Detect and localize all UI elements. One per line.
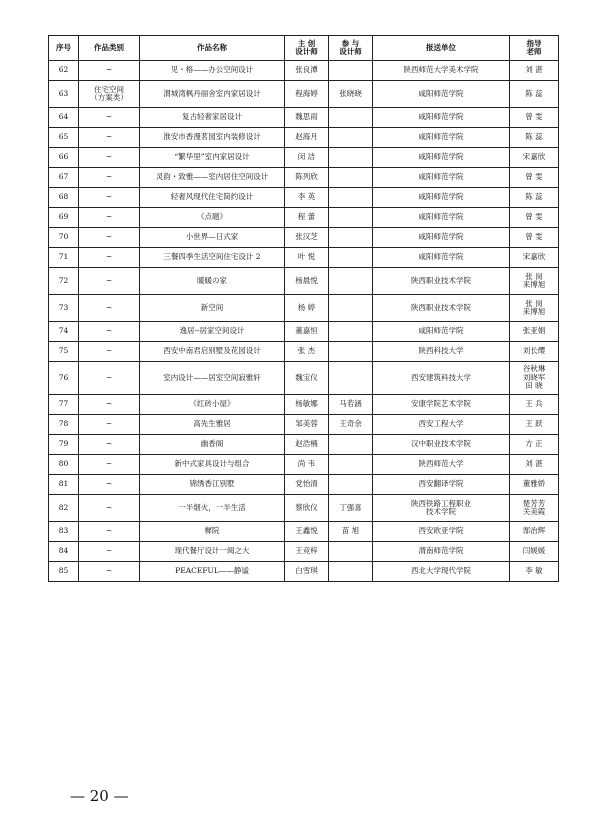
table-row xyxy=(49,542,559,562)
table-row xyxy=(49,362,559,395)
cell-no: 80 xyxy=(49,455,79,475)
cell-participant-designer xyxy=(329,362,373,395)
cell-category: ~ xyxy=(79,228,140,248)
cell-participant-designer xyxy=(329,208,373,228)
cell-advisor: 曾 雯 xyxy=(510,108,559,128)
cell-lead-designer: 张良潭 xyxy=(285,61,329,81)
table-row xyxy=(49,108,559,128)
cell-unit: 咸阳师范学院 xyxy=(373,168,510,188)
cell-no: 70 xyxy=(49,228,79,248)
cell-unit: 陕西职业技术学院 xyxy=(373,268,510,295)
cell-participant-designer xyxy=(329,455,373,475)
table-row xyxy=(49,128,559,148)
cell-lead-designer: 魏宝仪 xyxy=(285,362,329,395)
cell-title: 复古轻奢家居设计 xyxy=(140,108,285,128)
cell-unit: 陕西铁路工程职业 技术学院 xyxy=(373,495,510,522)
cell-title: 见・格——办公空间设计 xyxy=(140,61,285,81)
cell-lead-designer: 叶 悦 xyxy=(285,248,329,268)
cell-no: 81 xyxy=(49,475,79,495)
cell-category: ~ xyxy=(79,475,140,495)
cell-title: 淮安市香漫茗园室内装修设计 xyxy=(140,128,285,148)
cell-participant-designer xyxy=(329,128,373,148)
cell-participant-designer xyxy=(329,248,373,268)
cell-category: ~ xyxy=(79,295,140,322)
table-row xyxy=(49,415,559,435)
cell-unit: 西安欧亚学院 xyxy=(373,522,510,542)
cell-unit: 咸阳师范学院 xyxy=(373,188,510,208)
cell-no: 73 xyxy=(49,295,79,322)
cell-unit: 西安工程大学 xyxy=(373,415,510,435)
header-category: 作品类别 xyxy=(79,36,140,61)
cell-advisor: 王 跃 xyxy=(510,415,559,435)
cell-advisor: 刘 湛 xyxy=(510,61,559,81)
cell-advisor: 刘长缨 xyxy=(510,342,559,362)
cell-lead-designer: 赵海月 xyxy=(285,128,329,148)
cell-no: 64 xyxy=(49,108,79,128)
cell-category: 住宅空间 （方案类） xyxy=(79,81,140,108)
header-unit: 报送单位 xyxy=(373,36,510,61)
cell-category: ~ xyxy=(79,522,140,542)
cell-no: 79 xyxy=(49,435,79,455)
table-row xyxy=(49,268,559,295)
cell-title: 锦绣香江别墅 xyxy=(140,475,285,495)
table-row xyxy=(49,435,559,455)
table-row xyxy=(49,522,559,542)
cell-title: “繁华里”室内家居设计 xyxy=(140,148,285,168)
page-number: — 20 — xyxy=(70,787,129,805)
cell-no: 76 xyxy=(49,362,79,395)
table-row xyxy=(49,495,559,522)
cell-unit: 西安建筑科技大学 xyxy=(373,362,510,395)
cell-category: ~ xyxy=(79,248,140,268)
cell-participant-designer xyxy=(329,188,373,208)
cell-category: ~ xyxy=(79,268,140,295)
header-title: 作品名称 xyxy=(140,36,285,61)
table-row xyxy=(49,188,559,208)
cell-title: 灵韵・致雅——室内居住空间设计 xyxy=(140,168,285,188)
cell-category: ~ xyxy=(79,188,140,208)
cell-title: 新中式家具设计与组合 xyxy=(140,455,285,475)
cell-lead-designer: 党怡清 xyxy=(285,475,329,495)
cell-title: 逸居--居家空间设计 xyxy=(140,322,285,342)
cell-no: 78 xyxy=(49,415,79,435)
cell-title: 幽香阁 xyxy=(140,435,285,455)
cell-advisor: 曾 雯 xyxy=(510,168,559,188)
cell-advisor: 张亚娟 xyxy=(510,322,559,342)
header-row xyxy=(49,36,559,61)
cell-advisor: 郜治辉 xyxy=(510,522,559,542)
cell-advisor: 宋嘉欣 xyxy=(510,148,559,168)
cell-participant-designer: 苗 旭 xyxy=(329,522,373,542)
header-no: 序号 xyxy=(49,36,79,61)
cell-title: 《红砖小屋》 xyxy=(140,395,285,415)
cell-advisor: 张 岗 来博旭 xyxy=(510,268,559,295)
cell-unit: 渭南师范学院 xyxy=(373,542,510,562)
cell-category: ~ xyxy=(79,342,140,362)
cell-lead-designer: 白雪琪 xyxy=(285,562,329,582)
cell-no: 85 xyxy=(49,562,79,582)
header-participant-designer: 参 与 设计师 xyxy=(329,36,373,61)
cell-no: 83 xyxy=(49,522,79,542)
cell-category: ~ xyxy=(79,562,140,582)
cell-no: 74 xyxy=(49,322,79,342)
cell-category: ~ xyxy=(79,322,140,342)
cell-title: 渭城湾枫丹丽舍室内家居设计 xyxy=(140,81,285,108)
table-row xyxy=(49,168,559,188)
cell-category: ~ xyxy=(79,61,140,81)
cell-unit: 陕西师范大学美术学院 xyxy=(373,61,510,81)
cell-unit: 咸阳师范学院 xyxy=(373,81,510,108)
cell-title: 一半烟火，一半生活 xyxy=(140,495,285,522)
table-row xyxy=(49,342,559,362)
cell-no: 84 xyxy=(49,542,79,562)
cell-participant-designer xyxy=(329,295,373,322)
cell-title: 高先生雅居 xyxy=(140,415,285,435)
cell-title: 室内设计——居室空间寂雅轩 xyxy=(140,362,285,395)
cell-participant-designer xyxy=(329,228,373,248)
awards-table xyxy=(48,35,559,582)
cell-lead-designer: 魏思雨 xyxy=(285,108,329,128)
cell-category: ~ xyxy=(79,362,140,395)
cell-category: ~ xyxy=(79,495,140,522)
cell-title: 现代餐厅设计一阅之大 xyxy=(140,542,285,562)
header-lead-designer: 主 创 设计师 xyxy=(285,36,329,61)
cell-participant-designer xyxy=(329,562,373,582)
table-row xyxy=(49,322,559,342)
cell-no: 67 xyxy=(49,168,79,188)
cell-participant-designer: 丁强喜 xyxy=(329,495,373,522)
cell-unit: 咸阳师范学院 xyxy=(373,322,510,342)
cell-no: 62 xyxy=(49,61,79,81)
cell-lead-designer: 闵 洁 xyxy=(285,148,329,168)
cell-lead-designer: 蔡欣仪 xyxy=(285,495,329,522)
cell-participant-designer xyxy=(329,342,373,362)
cell-advisor: 陈 蕊 xyxy=(510,128,559,148)
cell-unit: 咸阳师范学院 xyxy=(373,248,510,268)
table-row xyxy=(49,81,559,108)
cell-lead-designer: 张汉芝 xyxy=(285,228,329,248)
cell-category: ~ xyxy=(79,455,140,475)
table-row xyxy=(49,395,559,415)
cell-lead-designer: 程海婷 xyxy=(285,81,329,108)
cell-lead-designer: 李 英 xyxy=(285,188,329,208)
cell-lead-designer: 陈列欣 xyxy=(285,168,329,188)
cell-participant-designer: 王奇余 xyxy=(329,415,373,435)
cell-title: 樨院 xyxy=(140,522,285,542)
cell-lead-designer: 杨 婷 xyxy=(285,295,329,322)
cell-participant-designer xyxy=(329,168,373,188)
cell-participant-designer xyxy=(329,108,373,128)
table-row xyxy=(49,455,559,475)
cell-no: 77 xyxy=(49,395,79,415)
cell-participant-designer: 马若涵 xyxy=(329,395,373,415)
table-row xyxy=(49,228,559,248)
cell-title: 新空间 xyxy=(140,295,285,322)
cell-participant-designer xyxy=(329,322,373,342)
cell-advisor: 董雅娇 xyxy=(510,475,559,495)
cell-unit: 汉中职业技术学院 xyxy=(373,435,510,455)
cell-title: 三餐四季生活空间住宅设计 2 xyxy=(140,248,285,268)
header-advisor: 指导 老师 xyxy=(510,36,559,61)
cell-unit: 西北大学现代学院 xyxy=(373,562,510,582)
cell-category: ~ xyxy=(79,168,140,188)
cell-title: 西安中南君启别墅及花园设计 xyxy=(140,342,285,362)
cell-category: ~ xyxy=(79,148,140,168)
cell-participant-designer xyxy=(329,542,373,562)
cell-title: 暖暖の家 xyxy=(140,268,285,295)
cell-advisor: 陈 蕊 xyxy=(510,81,559,108)
cell-advisor: 闫媛媛 xyxy=(510,542,559,562)
cell-no: 71 xyxy=(49,248,79,268)
cell-participant-designer xyxy=(329,148,373,168)
cell-unit: 陕西师范大学 xyxy=(373,455,510,475)
cell-no: 82 xyxy=(49,495,79,522)
cell-lead-designer: 杨晨悦 xyxy=(285,268,329,295)
cell-no: 68 xyxy=(49,188,79,208)
cell-unit: 陕西职业技术学院 xyxy=(373,295,510,322)
cell-category: ~ xyxy=(79,208,140,228)
cell-participant-designer xyxy=(329,475,373,495)
cell-advisor: 张 岗 来博旭 xyxy=(510,295,559,322)
cell-no: 63 xyxy=(49,81,79,108)
cell-unit: 咸阳师范学院 xyxy=(373,128,510,148)
cell-title: 轻奢风现代住宅简约设计 xyxy=(140,188,285,208)
table-row xyxy=(49,475,559,495)
cell-advisor: 曾 雯 xyxy=(510,228,559,248)
cell-title: PEACEFUL——静谧 xyxy=(140,562,285,582)
cell-lead-designer: 邹美蓉 xyxy=(285,415,329,435)
cell-participant-designer xyxy=(329,435,373,455)
cell-category: ~ xyxy=(79,395,140,415)
cell-lead-designer: 尚 韦 xyxy=(285,455,329,475)
table-row xyxy=(49,248,559,268)
cell-lead-designer: 杨敏娜 xyxy=(285,395,329,415)
cell-unit: 咸阳师范学院 xyxy=(373,148,510,168)
cell-unit: 咸阳师范学院 xyxy=(373,108,510,128)
table-row xyxy=(49,295,559,322)
cell-advisor: 楚芳芳 关美霞 xyxy=(510,495,559,522)
cell-title: 《点题》 xyxy=(140,208,285,228)
cell-advisor: 王 兵 xyxy=(510,395,559,415)
cell-lead-designer: 赵浩楠 xyxy=(285,435,329,455)
cell-unit: 西安翻译学院 xyxy=(373,475,510,495)
cell-title: 小世界—日式家 xyxy=(140,228,285,248)
cell-no: 72 xyxy=(49,268,79,295)
cell-no: 65 xyxy=(49,128,79,148)
cell-participant-designer xyxy=(329,61,373,81)
cell-advisor: 方 正 xyxy=(510,435,559,455)
table-row xyxy=(49,562,559,582)
cell-no: 69 xyxy=(49,208,79,228)
cell-advisor: 谷秋琳 刘晓军 田 晓 xyxy=(510,362,559,395)
cell-unit: 咸阳师范学院 xyxy=(373,208,510,228)
cell-advisor: 曾 雯 xyxy=(510,208,559,228)
cell-advisor: 陈 蕊 xyxy=(510,188,559,208)
cell-no: 66 xyxy=(49,148,79,168)
cell-category: ~ xyxy=(79,542,140,562)
cell-category: ~ xyxy=(79,435,140,455)
cell-category: ~ xyxy=(79,415,140,435)
cell-category: ~ xyxy=(79,108,140,128)
table-row xyxy=(49,148,559,168)
cell-advisor: 刘 湛 xyxy=(510,455,559,475)
cell-unit: 安康学院艺术学院 xyxy=(373,395,510,415)
cell-lead-designer: 程 蕾 xyxy=(285,208,329,228)
table-row xyxy=(49,61,559,81)
cell-lead-designer: 王竞梓 xyxy=(285,542,329,562)
cell-advisor: 李 敏 xyxy=(510,562,559,582)
cell-unit: 陕西科技大学 xyxy=(373,342,510,362)
cell-lead-designer: 董嘉恒 xyxy=(285,322,329,342)
cell-no: 75 xyxy=(49,342,79,362)
table-row xyxy=(49,208,559,228)
cell-unit: 咸阳师范学院 xyxy=(373,228,510,248)
cell-participant-designer: 张晓晓 xyxy=(329,81,373,108)
cell-lead-designer: 张 杰 xyxy=(285,342,329,362)
cell-category: ~ xyxy=(79,128,140,148)
cell-lead-designer: 王鑫悦 xyxy=(285,522,329,542)
cell-advisor: 宋嘉欣 xyxy=(510,248,559,268)
cell-participant-designer xyxy=(329,268,373,295)
